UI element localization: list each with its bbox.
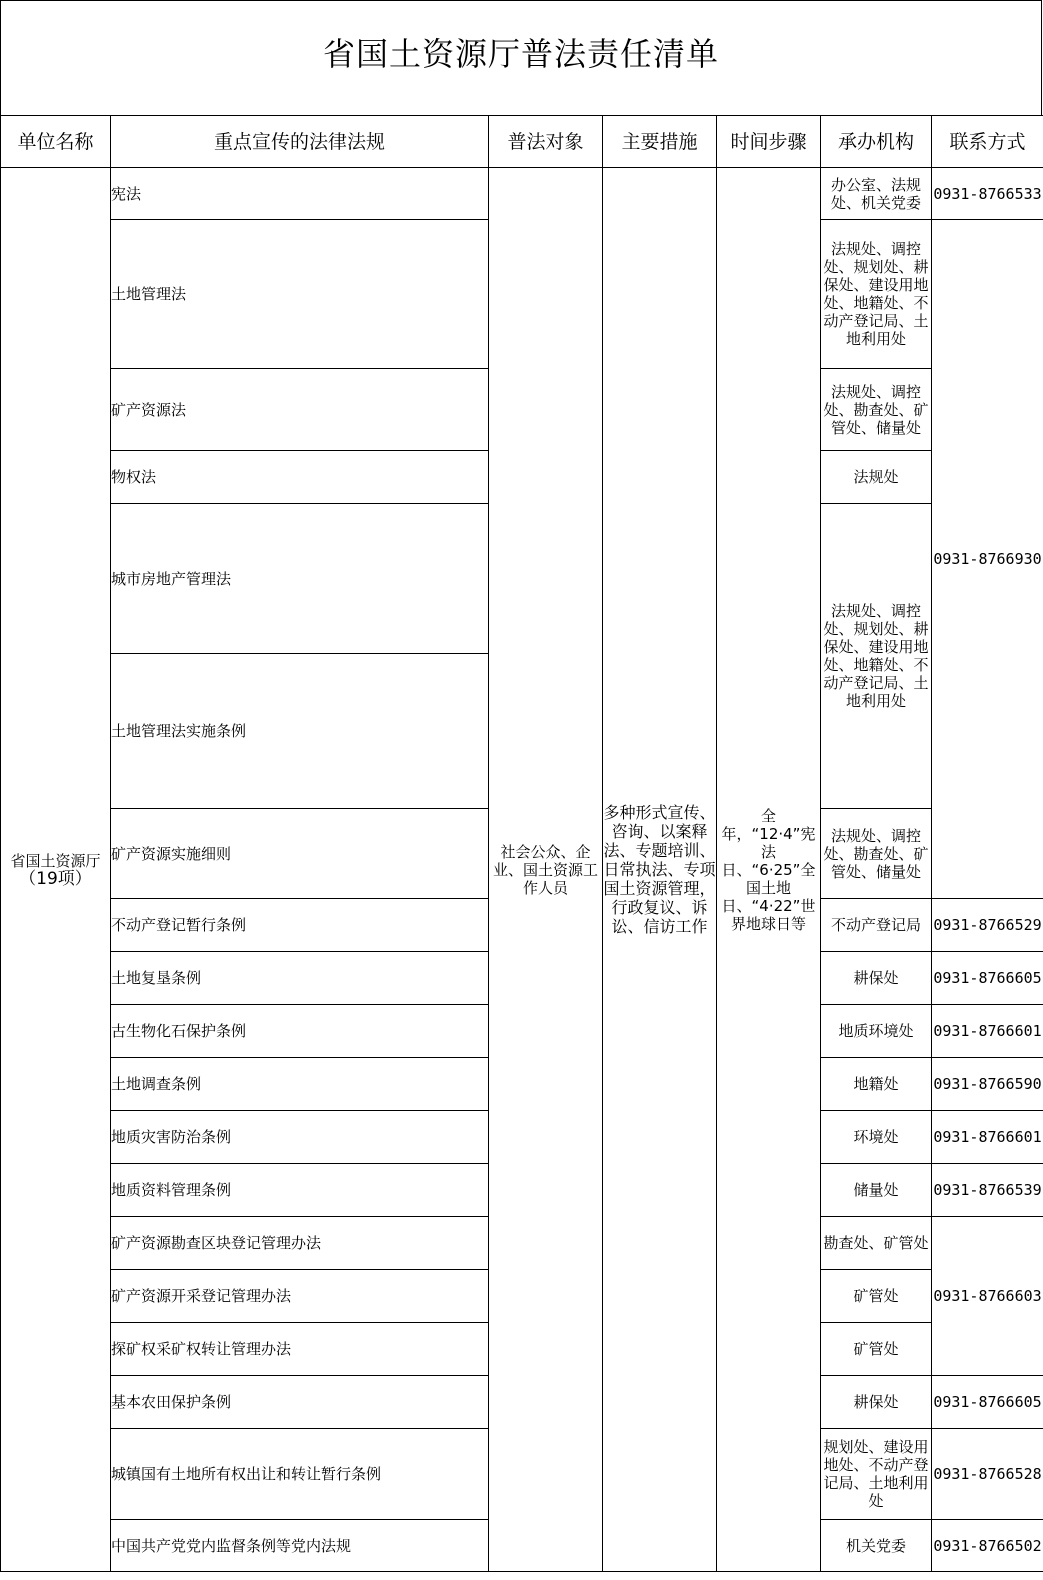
phone-cell: 0931-8766529 (932, 899, 1043, 952)
organizer-cell: 勘查处、矿管处 (821, 1217, 932, 1270)
phone-cell: 0931-8766601 (932, 1005, 1043, 1058)
law-name: 土地管理法 (111, 220, 489, 369)
phone-cell: 0931-8766930 (932, 220, 1043, 899)
phone-cell: 0931-8766601 (932, 1111, 1043, 1164)
organizer-cell: 环境处 (821, 1111, 932, 1164)
organizer-cell: 耕保处 (821, 952, 932, 1005)
header-schedule: 时间步骤 (717, 116, 821, 168)
phone-cell: 0931-8766605 (932, 1376, 1043, 1429)
law-name: 地质灾害防治条例 (111, 1111, 489, 1164)
responsibility-table (0, 115, 1043, 1572)
organizer-cell: 地质环境处 (821, 1005, 932, 1058)
measures-cell: 多种形式宣传、咨询、以案释法、专题培训、日常执法、专项国土资源管理，行政复议、诉讼、信访工作 (603, 168, 717, 1572)
header-audience: 普法对象 (489, 116, 603, 168)
phone-cell: 0931-8766605 (932, 952, 1043, 1005)
header-row (1, 116, 1043, 168)
law-name: 宪法 (111, 168, 489, 220)
law-name: 矿产资源实施细则 (111, 809, 489, 899)
law-name: 地质资料管理条例 (111, 1164, 489, 1217)
law-name: 古生物化石保护条例 (111, 1005, 489, 1058)
table-row (1, 168, 1043, 220)
law-name: 城市房地产管理法 (111, 504, 489, 654)
organizer-cell: 法规处 (821, 451, 932, 504)
law-name: 矿产资源法 (111, 369, 489, 451)
header-contact: 联系方式 (932, 116, 1043, 168)
header-measures: 主要措施 (603, 116, 717, 168)
schedule-cell: 全年，“12·4”宪法日、“6·25”全国土地日、“4·22”世界地球日等 (717, 168, 821, 1572)
phone-cell: 0931-8766502 (932, 1520, 1043, 1572)
phone-cell: 0931-8766533 (932, 168, 1043, 220)
organizer-cell: 不动产登记局 (821, 899, 932, 952)
organizer-cell: 法规处、调控处、规划处、耕保处、建设用地处、地籍处、不动产登记局、土地利用处 (821, 504, 932, 809)
organizer-cell: 机关党委 (821, 1520, 932, 1572)
organizer-cell: 储量处 (821, 1164, 932, 1217)
phone-cell: 0931-8766603 (932, 1217, 1043, 1376)
phone-cell: 0931-8766590 (932, 1058, 1043, 1111)
phone-cell: 0931-8766528 (932, 1429, 1043, 1520)
organizer-cell: 矿管处 (821, 1323, 932, 1376)
header-organizer: 承办机构 (821, 116, 932, 168)
unit-cell (1, 168, 111, 1572)
law-name: 矿产资源开采登记管理办法 (111, 1270, 489, 1323)
organizer-cell: 规划处、建设用地处、不动产登记局、土地利用处 (821, 1429, 932, 1520)
organizer-cell: 矿管处 (821, 1270, 932, 1323)
organizer-cell: 法规处、调控处、勘查处、矿管处、储量处 (821, 369, 932, 451)
unit-count: （19项） (19, 868, 92, 889)
organizer-cell: 办公室、法规处、机关党委 (821, 168, 932, 220)
header-unit: 单位名称 (1, 116, 111, 168)
law-name: 不动产登记暂行条例 (111, 899, 489, 952)
organizer-cell: 法规处、调控处、勘查处、矿管处、储量处 (821, 809, 932, 899)
title-area (0, 0, 1042, 115)
law-name: 矿产资源勘查区块登记管理办法 (111, 1217, 489, 1270)
law-name: 中国共产党党内监督条例等党内法规 (111, 1520, 489, 1572)
law-name: 土地调查条例 (111, 1058, 489, 1111)
law-name: 城镇国有土地所有权出让和转让暂行条例 (111, 1429, 489, 1520)
law-name: 探矿权采矿权转让管理办法 (111, 1323, 489, 1376)
organizer-cell: 地籍处 (821, 1058, 932, 1111)
organizer-cell: 耕保处 (821, 1376, 932, 1429)
law-name: 物权法 (111, 451, 489, 504)
audience-cell: 社会公众、企业、国土资源工作人员 (489, 168, 603, 1572)
law-name: 基本农田保护条例 (111, 1376, 489, 1429)
header-laws: 重点宣传的法律法规 (111, 116, 489, 168)
organizer-cell: 法规处、调控处、规划处、耕保处、建设用地处、地籍处、不动产登记局、土地利用处 (821, 220, 932, 369)
law-name: 土地管理法实施条例 (111, 654, 489, 809)
law-name: 土地复垦条例 (111, 952, 489, 1005)
phone-cell: 0931-8766539 (932, 1164, 1043, 1217)
unit-name: 省国土资源厅 (10, 851, 101, 870)
page-title: 省国土资源厅普法责任清单 (322, 35, 719, 73)
